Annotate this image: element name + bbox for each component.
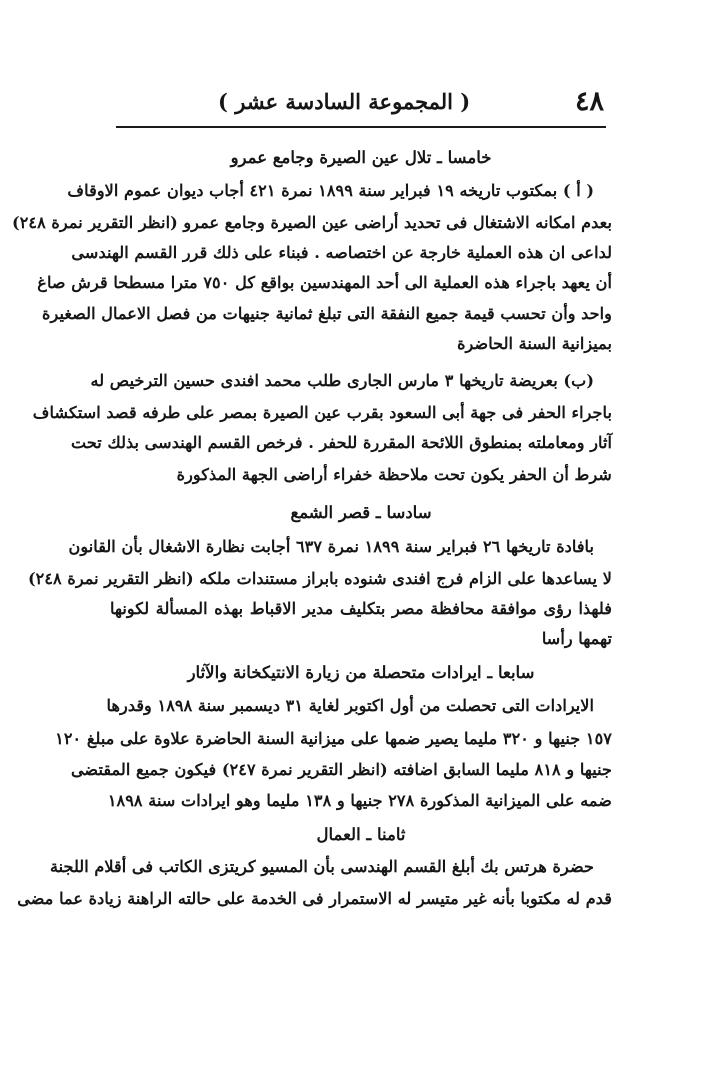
running-title: ( المجموعة السادسة عشر )	[218, 88, 471, 114]
paragraph-line: ١٥٧ جنيها و ٣٢٠ مليما يصير ضمها على ميزانية السنة الحاضرة علاوة على مبلغ ١٢٠	[55, 729, 612, 748]
paragraph-line: واحد وأن تحسب قيمة جميع النفقة التى تبلغ ثمانية جنيهات من فصل الاعمال الصغيرة	[42, 304, 612, 323]
paragraph-line: شرط أن الحفر يكون تحت ملاحظة خفراء أراضى الجهة المذكورة	[176, 465, 612, 484]
paragraph-line: أن يعهد باجراء هذه العملية الى أحد المهندسين بواقع كل ٧٥٠ مترا مسطحا قرش صاغ	[37, 273, 612, 292]
paragraph-line: تهمها رأسا	[541, 629, 612, 648]
section-heading-6: سادسا ـ قصر الشمع	[290, 503, 432, 522]
section-heading-7: سابعا ـ ايرادات متحصلة من زيارة الانتيكخانة والآثار	[187, 663, 535, 682]
paragraph-line: ضمه على الميزانية المذكورة ٢٧٨ جنيها و ١٣٨ مليما وهو ايرادات سنة ١٨٩٨	[107, 791, 612, 810]
paragraph-line: آثار ومعاملته بمنطوق اللائحة المقررة للحفر . فرخص القسم الهندسى بذلك تحت	[70, 433, 612, 452]
paragraph-line: الايرادات التى تحصلت من أول اكتوبر لغاية ٣١ ديسمبر سنة ١٨٩٨ وقدرها	[106, 696, 594, 715]
paragraph-line: (ب) بعريضة تاريخها ٣ مارس الجارى طلب محمد افندى حسين الترخيص له	[90, 371, 594, 390]
page-header	[118, 78, 604, 124]
paragraph-line: لا يساعدها على الزام فرج افندى شنوده بابراز مستندات ملكه (انظر التقرير نمرة ٢٤٨)	[27, 569, 612, 588]
paragraph-line: قدم له مكتوبا بأنه غير متيسر له الاستمرار فى الخدمة على حالته الراهنة زيادة عما مضى	[17, 889, 612, 908]
paragraph-line: لداعى ان هذه العملية خارجة عن اختصاصه . فبناء على ذلك قرر القسم الهندسى	[71, 243, 612, 262]
paragraph-line: حضرة هرتس بك أبلغ القسم الهندسى بأن المسيو كريتزى الكاتب فى أقلام اللجنة	[49, 857, 594, 876]
paragraph-line: ( أ ) بمكتوب تاريخه ١٩ فبراير سنة ١٨٩٩ نمرة ٤٢١ أجاب ديوان عموم الاوقاف	[67, 181, 594, 200]
paragraph-line: فلهذا رؤى موافقة محافظة مصر بتكليف مدير الاقباط بهذه المسألة لكونها	[110, 599, 612, 618]
section-heading-8: ثامنا ـ العمال	[316, 825, 406, 844]
section-heading-5: خامسا ـ تلال عين الصيرة وجامع عمرو	[230, 148, 492, 167]
paragraph-line: بميزانية السنة الحاضرة	[457, 334, 612, 353]
paragraph-line: جنيها و ٨١٨ مليما السابق اضافته (انظر التقرير نمرة ٢٤٧) فيكون جميع المقتضى	[70, 760, 612, 779]
header-rule	[116, 126, 606, 128]
paragraph-line: باجراء الحفر فى جهة أبى السعود بقرب عين الصيرة بمصر على طرفه قصد استكشاف	[32, 403, 612, 422]
page-number: ٤٨	[574, 85, 604, 117]
paragraph-line: بافادة تاريخها ٢٦ فبراير سنة ١٨٩٩ نمرة ٦٣٧ أجابت نظارة الاشغال بأن القانون	[68, 537, 594, 556]
paragraph-line: بعدم امكانه الاشتغال فى تحديد أراضى عين الصيرة وجامع عمرو (انظر التقرير نمرة ٢٤٨)	[12, 213, 612, 232]
